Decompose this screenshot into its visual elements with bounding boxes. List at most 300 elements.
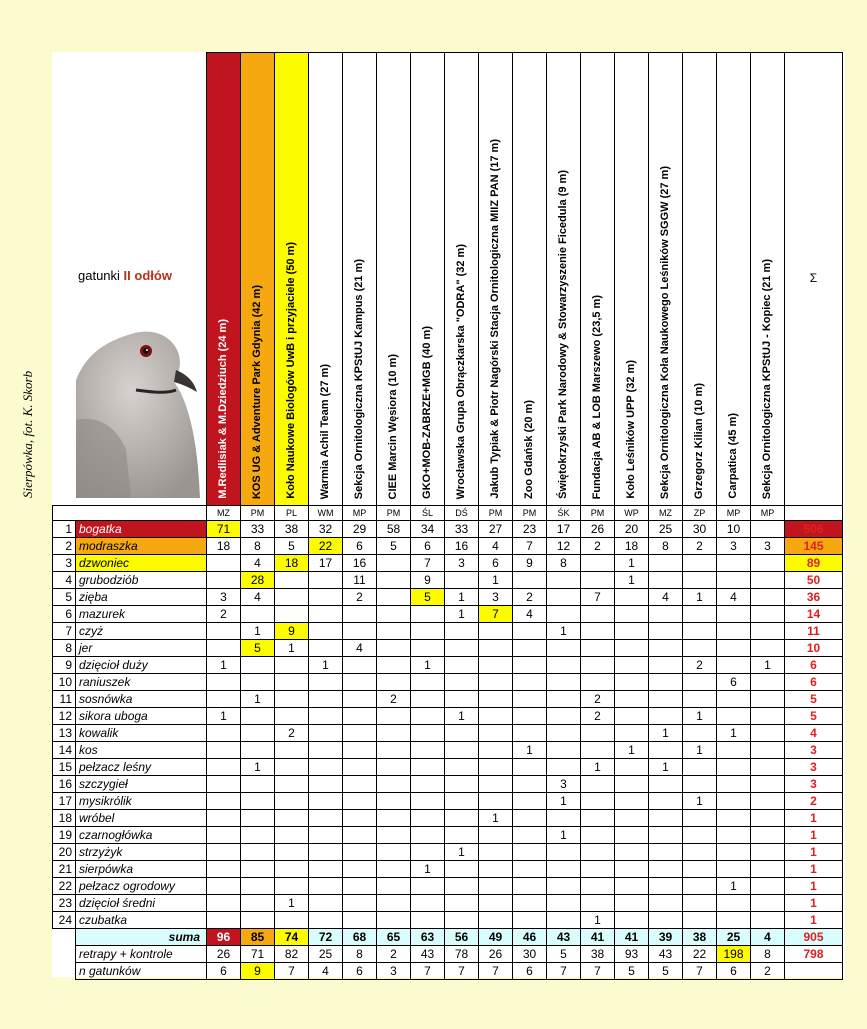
count-cell: 6 — [717, 674, 751, 691]
species-total: 5 — [785, 691, 843, 708]
count-cell — [411, 912, 445, 929]
region-abbr: PL — [275, 506, 309, 521]
count-cell — [717, 742, 751, 759]
count-cell — [377, 606, 411, 623]
count-cell — [309, 589, 343, 606]
team-header — [411, 53, 445, 506]
count-cell — [411, 691, 445, 708]
count-cell: 1 — [207, 657, 241, 674]
count-cell: 1 — [547, 827, 581, 844]
count-cell: 33 — [241, 521, 275, 538]
count-cell — [241, 878, 275, 895]
count-cell — [445, 810, 479, 827]
count-cell: 10 — [717, 521, 751, 538]
count-cell — [309, 708, 343, 725]
count-cell — [615, 895, 649, 912]
team-header — [615, 53, 649, 506]
count-cell — [479, 878, 513, 895]
count-cell — [581, 793, 615, 810]
count-cell — [581, 606, 615, 623]
species-row — [53, 623, 843, 640]
count-cell: 1 — [615, 742, 649, 759]
count-cell — [343, 844, 377, 861]
abbr-spacer — [53, 506, 207, 521]
title-highlight: II odłów — [123, 268, 172, 283]
count-cell — [649, 776, 683, 793]
count-cell — [275, 861, 309, 878]
count-cell — [309, 623, 343, 640]
count-cell — [207, 861, 241, 878]
count-cell — [343, 878, 377, 895]
region-abbr: MP — [343, 506, 377, 521]
region-abbr: MP — [751, 506, 785, 521]
count-cell — [377, 555, 411, 572]
count-cell — [615, 912, 649, 929]
count-cell — [615, 691, 649, 708]
count-cell: 7 — [411, 555, 445, 572]
count-cell — [309, 827, 343, 844]
count-cell — [751, 759, 785, 776]
team-header — [751, 53, 785, 506]
count-cell — [445, 912, 479, 929]
count-cell — [615, 793, 649, 810]
count-cell — [683, 759, 717, 776]
species-row — [53, 674, 843, 691]
count-cell: 11 — [343, 572, 377, 589]
count-cell — [241, 793, 275, 810]
count-cell — [649, 623, 683, 640]
count-cell — [717, 861, 751, 878]
species-total: 2 — [785, 793, 843, 810]
species-name: dzięcioł średni — [76, 895, 207, 912]
count-cell — [377, 657, 411, 674]
species-total: 145 — [785, 538, 843, 555]
count-cell: 8 — [649, 538, 683, 555]
count-cell — [615, 725, 649, 742]
count-cell — [377, 827, 411, 844]
count-cell — [751, 725, 785, 742]
count-cell — [377, 640, 411, 657]
count-cell — [309, 844, 343, 861]
count-cell — [241, 776, 275, 793]
count-cell — [649, 691, 683, 708]
species-row — [53, 878, 843, 895]
count-cell — [683, 861, 717, 878]
species-number: 17 — [53, 793, 76, 810]
count-cell — [683, 674, 717, 691]
region-abbr: MP — [717, 506, 751, 521]
count-cell: 1 — [411, 657, 445, 674]
count-cell — [479, 708, 513, 725]
count-cell — [649, 742, 683, 759]
count-cell — [513, 844, 547, 861]
species-name: mysikrólik — [76, 793, 207, 810]
species-total: 1 — [785, 827, 843, 844]
count-cell — [615, 759, 649, 776]
count-cell — [445, 895, 479, 912]
team-header — [547, 53, 581, 506]
count-cell — [411, 640, 445, 657]
team-name: Wrocławska Grupa Obrączkarska "ODRA" (32 m) — [455, 243, 467, 499]
count-cell — [377, 861, 411, 878]
species-total: 6 — [785, 674, 843, 691]
species-total: 89 — [785, 555, 843, 572]
count-cell — [241, 657, 275, 674]
count-cell: 1 — [683, 589, 717, 606]
summary-cell: 6 — [717, 963, 751, 980]
species-row — [53, 555, 843, 572]
species-total: 3 — [785, 742, 843, 759]
team-header — [513, 53, 547, 506]
count-cell: 1 — [513, 742, 547, 759]
count-cell — [513, 793, 547, 810]
count-cell: 9 — [411, 572, 445, 589]
count-cell: 8 — [547, 555, 581, 572]
count-cell: 9 — [275, 623, 309, 640]
count-cell: 5 — [411, 589, 445, 606]
species-number: 24 — [53, 912, 76, 929]
species-total: 4 — [785, 725, 843, 742]
count-cell — [683, 640, 717, 657]
count-cell — [581, 810, 615, 827]
summary-cell: 6 — [207, 963, 241, 980]
species-name: sosnówka — [76, 691, 207, 708]
summary-cell: 56 — [445, 929, 479, 946]
count-cell — [751, 793, 785, 810]
species-total: 36 — [785, 589, 843, 606]
count-cell — [411, 844, 445, 861]
summary-cell: 25 — [717, 929, 751, 946]
count-cell — [411, 793, 445, 810]
count-cell — [547, 691, 581, 708]
count-cell — [717, 708, 751, 725]
count-cell — [275, 793, 309, 810]
summary-cell: 25 — [309, 946, 343, 963]
count-cell — [377, 844, 411, 861]
species-total: 1 — [785, 844, 843, 861]
summary-cell: 4 — [751, 929, 785, 946]
species-number: 9 — [53, 657, 76, 674]
species-name: czarnogłówka — [76, 827, 207, 844]
count-cell — [513, 861, 547, 878]
count-cell — [411, 742, 445, 759]
species-name: sierpówka — [76, 861, 207, 878]
count-cell: 1 — [207, 708, 241, 725]
species-number: 6 — [53, 606, 76, 623]
count-cell — [309, 572, 343, 589]
count-cell — [649, 657, 683, 674]
count-cell: 4 — [241, 555, 275, 572]
species-count-row — [53, 963, 843, 980]
team-header — [717, 53, 751, 506]
count-cell: 9 — [513, 555, 547, 572]
count-cell — [411, 895, 445, 912]
count-cell: 1 — [649, 759, 683, 776]
count-cell — [377, 776, 411, 793]
species-number: 3 — [53, 555, 76, 572]
count-cell — [717, 657, 751, 674]
count-cell: 1 — [717, 878, 751, 895]
count-cell — [513, 657, 547, 674]
count-cell — [411, 674, 445, 691]
team-header — [343, 53, 377, 506]
summary-cell: 198 — [717, 946, 751, 963]
species-number: 10 — [53, 674, 76, 691]
region-abbr: MZ — [649, 506, 683, 521]
count-cell: 2 — [683, 538, 717, 555]
count-cell — [581, 827, 615, 844]
count-cell — [309, 895, 343, 912]
retrap-row — [53, 946, 843, 963]
count-cell: 3 — [751, 538, 785, 555]
count-cell — [411, 776, 445, 793]
count-cell — [411, 827, 445, 844]
count-cell: 58 — [377, 521, 411, 538]
team-name: Carpatica (45 m) — [727, 413, 739, 499]
count-cell — [309, 878, 343, 895]
count-cell: 1 — [479, 572, 513, 589]
summary-cell: 78 — [445, 946, 479, 963]
count-cell — [309, 725, 343, 742]
count-cell: 7 — [479, 606, 513, 623]
summary-cell: 22 — [683, 946, 717, 963]
count-cell — [411, 878, 445, 895]
team-name: Sekcja Ornitologiczna KPStUJ Kampus (21 m) — [353, 258, 365, 499]
count-cell: 30 — [683, 521, 717, 538]
count-cell — [241, 827, 275, 844]
count-cell — [581, 844, 615, 861]
species-row — [53, 589, 843, 606]
count-cell: 16 — [343, 555, 377, 572]
count-cell: 1 — [275, 895, 309, 912]
team-name: Sekcja Ornitologiczna KPStUJ - Kopiec (21 m) — [761, 258, 773, 499]
species-number: 14 — [53, 742, 76, 759]
count-cell — [683, 691, 717, 708]
count-cell — [547, 657, 581, 674]
species-row — [53, 640, 843, 657]
count-cell — [717, 810, 751, 827]
count-cell — [547, 708, 581, 725]
count-cell — [207, 827, 241, 844]
count-cell — [513, 912, 547, 929]
photo-caption: Sierpówka, fot. K. Skorb — [20, 370, 35, 498]
count-cell — [615, 606, 649, 623]
count-cell: 3 — [547, 776, 581, 793]
count-cell — [275, 674, 309, 691]
count-cell — [513, 810, 547, 827]
team-header — [581, 53, 615, 506]
count-cell: 2 — [275, 725, 309, 742]
summary-total: 798 — [785, 946, 843, 963]
count-cell — [649, 640, 683, 657]
species-number: 20 — [53, 844, 76, 861]
count-cell — [479, 895, 513, 912]
count-cell: 18 — [207, 538, 241, 555]
region-abbr: PM — [479, 506, 513, 521]
count-cell — [343, 912, 377, 929]
count-cell: 1 — [547, 623, 581, 640]
count-cell — [683, 555, 717, 572]
count-cell — [683, 572, 717, 589]
count-cell — [513, 572, 547, 589]
count-cell — [513, 623, 547, 640]
summary-cell: 7 — [479, 963, 513, 980]
count-cell — [751, 861, 785, 878]
summary-cell: 68 — [343, 929, 377, 946]
count-cell — [377, 793, 411, 810]
count-cell — [717, 844, 751, 861]
sigma-header: Σ — [785, 53, 843, 506]
region-abbr: PM — [581, 506, 615, 521]
count-cell — [275, 810, 309, 827]
summary-cell: 74 — [275, 929, 309, 946]
species-name: pełzacz leśny — [76, 759, 207, 776]
summary-cell: 71 — [241, 946, 275, 963]
count-cell: 2 — [581, 708, 615, 725]
count-cell — [377, 674, 411, 691]
species-name: strzyżyk — [76, 844, 207, 861]
summary-cell: 26 — [207, 946, 241, 963]
count-cell — [547, 759, 581, 776]
count-cell — [513, 878, 547, 895]
count-cell — [479, 827, 513, 844]
count-cell: 1 — [615, 555, 649, 572]
count-cell — [717, 606, 751, 623]
summary-cell: 41 — [581, 929, 615, 946]
count-cell — [479, 793, 513, 810]
count-cell — [241, 861, 275, 878]
count-cell — [309, 759, 343, 776]
count-cell — [547, 742, 581, 759]
count-cell: 29 — [343, 521, 377, 538]
summary-cell: 9 — [241, 963, 275, 980]
count-cell: 3 — [207, 589, 241, 606]
count-cell — [547, 844, 581, 861]
count-cell — [343, 725, 377, 742]
sum-row — [53, 929, 843, 946]
count-cell — [649, 555, 683, 572]
count-cell — [411, 708, 445, 725]
count-cell — [343, 623, 377, 640]
team-header — [377, 53, 411, 506]
species-total: 1 — [785, 878, 843, 895]
summary-cell: 7 — [275, 963, 309, 980]
count-cell — [275, 708, 309, 725]
count-cell — [309, 810, 343, 827]
collared-dove-photo — [76, 320, 206, 498]
count-cell — [275, 844, 309, 861]
count-cell — [513, 759, 547, 776]
count-cell — [343, 742, 377, 759]
count-cell: 1 — [581, 759, 615, 776]
species-number: 19 — [53, 827, 76, 844]
count-cell: 6 — [479, 555, 513, 572]
summary-total — [785, 963, 843, 980]
count-cell — [411, 759, 445, 776]
count-cell — [241, 742, 275, 759]
count-cell — [615, 623, 649, 640]
count-cell — [377, 912, 411, 929]
species-row — [53, 793, 843, 810]
count-cell — [513, 691, 547, 708]
count-cell — [275, 912, 309, 929]
count-cell — [649, 810, 683, 827]
count-cell — [411, 725, 445, 742]
species-name: modraszka — [76, 538, 207, 555]
team-name: M.Redlisiak & M.Dziedziuch (24 m) — [217, 319, 229, 499]
count-cell — [581, 878, 615, 895]
count-cell — [377, 589, 411, 606]
summary-cell: 38 — [581, 946, 615, 963]
count-cell — [479, 742, 513, 759]
count-cell — [275, 759, 309, 776]
summary-cell: 8 — [343, 946, 377, 963]
species-total: 1 — [785, 912, 843, 929]
count-cell — [615, 861, 649, 878]
count-cell — [275, 776, 309, 793]
species-number: 12 — [53, 708, 76, 725]
count-cell — [445, 776, 479, 793]
count-cell — [377, 623, 411, 640]
count-cell: 1 — [479, 810, 513, 827]
count-cell: 1 — [717, 725, 751, 742]
team-header — [683, 53, 717, 506]
species-number: 22 — [53, 878, 76, 895]
count-cell: 4 — [649, 589, 683, 606]
species-total: 6 — [785, 657, 843, 674]
count-cell: 23 — [513, 521, 547, 538]
species-name: czyż — [76, 623, 207, 640]
count-cell — [207, 878, 241, 895]
summary-label: suma — [76, 929, 207, 946]
count-cell — [751, 555, 785, 572]
count-cell — [343, 708, 377, 725]
species-row — [53, 759, 843, 776]
count-cell: 17 — [547, 521, 581, 538]
region-abbr: DŚ — [445, 506, 479, 521]
count-cell: 3 — [479, 589, 513, 606]
species-name: grubodziób — [76, 572, 207, 589]
count-cell — [513, 725, 547, 742]
count-cell — [547, 725, 581, 742]
count-cell — [275, 878, 309, 895]
team-name: Świętokrzyski Park Narodowy & Stowarzyszenie Ficedula (9 m) — [557, 170, 569, 499]
count-cell — [275, 572, 309, 589]
count-cell — [343, 810, 377, 827]
count-cell — [615, 589, 649, 606]
summary-spacer — [53, 929, 76, 946]
count-cell: 4 — [513, 606, 547, 623]
summary-cell: 96 — [207, 929, 241, 946]
count-cell — [207, 793, 241, 810]
summary-cell: 7 — [445, 963, 479, 980]
count-cell — [683, 844, 717, 861]
region-abbr: WP — [615, 506, 649, 521]
team-name: Koło Naukowe Biologów UwB i przyjaciele (50 m) — [285, 242, 297, 499]
count-cell: 71 — [207, 521, 241, 538]
count-cell: 4 — [479, 538, 513, 555]
count-cell — [751, 912, 785, 929]
species-total: 14 — [785, 606, 843, 623]
team-name: Fundacja AB & LOB Marszewo (23,5 m) — [591, 294, 603, 499]
count-cell — [581, 657, 615, 674]
team-name: Jakub Typiak & Piotr Nagórski Stacja Ornitologiczna MIIZ PAN (17 m) — [489, 139, 501, 499]
count-cell — [751, 674, 785, 691]
count-cell: 1 — [683, 742, 717, 759]
species-number: 21 — [53, 861, 76, 878]
species-name: wróbel — [76, 810, 207, 827]
count-cell — [751, 708, 785, 725]
